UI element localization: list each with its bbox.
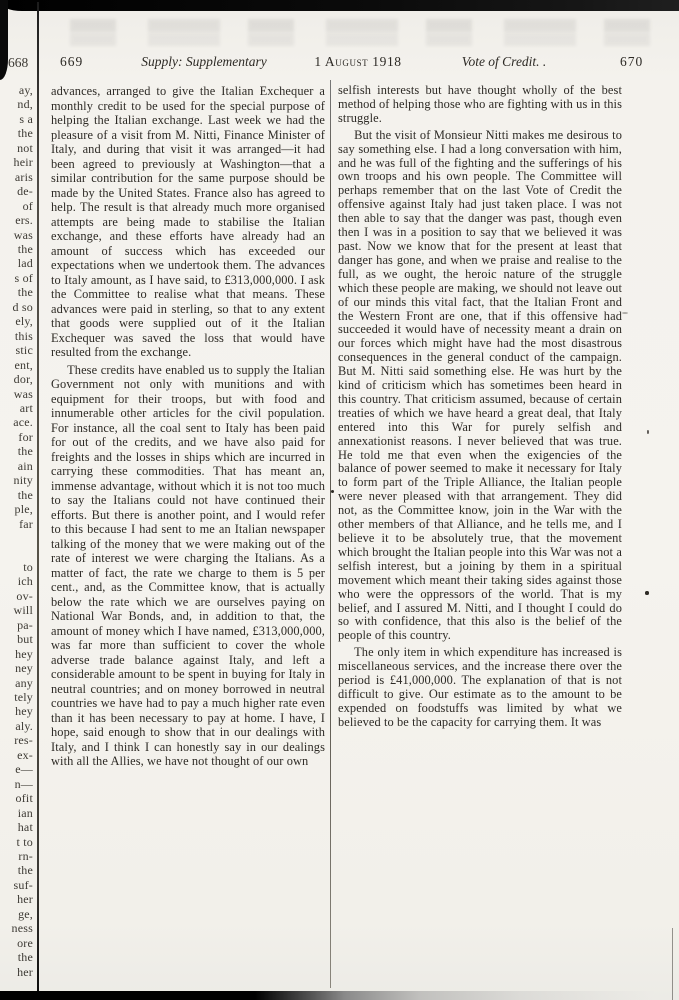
edge-fragment-line: dor, xyxy=(13,372,33,387)
edge-fragment-line xyxy=(0,531,33,545)
column-number-left: 669 xyxy=(60,54,84,69)
edge-fragment-line: far xyxy=(19,516,33,531)
edge-fragment-line: stic xyxy=(15,343,33,358)
running-title-right: Vote of Credit. . xyxy=(461,54,547,69)
edge-fragment-line: suf- xyxy=(13,877,33,892)
edge-fragment-line: the xyxy=(17,863,33,878)
edge-fragment-line: lad xyxy=(17,256,33,271)
edge-fragment-line: ent, xyxy=(14,357,33,372)
edge-fragment-line: n— xyxy=(14,776,33,791)
edge-fragment-line: e— xyxy=(15,762,33,777)
edge-fragment-line: ex- xyxy=(17,747,33,762)
edge-fragment-line: art xyxy=(19,400,33,415)
edge-fragment-line: of xyxy=(22,198,33,213)
edge-fragment-line: nd, xyxy=(17,97,33,112)
debate-date: 1 August 1918 xyxy=(314,54,402,69)
edge-fragment-line: the xyxy=(17,126,33,141)
edge-fragment-line: pa- xyxy=(17,617,33,632)
scan-top-edge xyxy=(0,0,679,11)
text-column-right xyxy=(338,84,622,966)
edge-fragment-line: ich xyxy=(17,574,33,589)
edge-fragment-line: aris xyxy=(14,169,33,184)
edge-fragment-line: to xyxy=(23,559,33,574)
edge-fragment-line: rn- xyxy=(18,849,33,864)
edge-fragment-line: the xyxy=(17,950,33,965)
edge-fragment-line: hey xyxy=(15,646,33,661)
running-title-left: Supply: Supplementary xyxy=(141,54,267,69)
edge-fragment-line: was xyxy=(13,386,33,401)
edge-fragment-line: the xyxy=(17,444,33,459)
ink-speck xyxy=(645,591,649,595)
ink-speck xyxy=(331,490,334,493)
edge-fragment-line: s of xyxy=(14,270,33,285)
edge-fragment-line: her xyxy=(17,892,33,907)
edge-fragment-line: tely xyxy=(14,690,33,705)
edge-fragment-line: the xyxy=(17,285,33,300)
adjacent-column-number: 668 xyxy=(8,55,29,70)
edge-fragment-line: res- xyxy=(14,733,33,748)
edge-fragment-line: ian xyxy=(17,805,33,820)
paragraph: These credits have enabled us to supply the Italian Government not only with munitions and with equipment for their troops, but with food and innumerable other articles for the civil population. For instance, all the coal sent to Italy has been paid for out of the credits, and we have also paid for freights and the losses in ships which are incurred in carrying these commodities. That has meant an, immense advantage, without which it is not too much to say the Italians could not have continued their efforts. But there is another point, and I would refer to this because I had sent to me an Italian newspaper talking of the money that we were making out of the rate of interest we were charging the Italians. As a matter of fact, the rate we charge to them is 5 per cent., and, as the Committee know, that is actually below the rate which we are ourselves paying on National War Bonds, and, in addition to that, the amount of money which I have named, £313,000,000, was far more than sufficient to cover the whole adverse trade balance against Italy, and left a considerable amount to be spent in buying for Italy in neutral countries; and on money borrowed in neutral countries we have had to pay a much higher rate even than it has been necessary to pay at home. I have, I hope, said enough to show that in our dealings with Italy, and I think I can honestly say in our dealings with all the Allies, we have not thought of our own xyxy=(51,362,325,768)
edge-fragment-line: not xyxy=(17,140,33,155)
edge-fragment-line: ov- xyxy=(16,588,33,603)
edge-fragment-line: heir xyxy=(13,155,33,170)
edge-fragment-line: ain xyxy=(17,458,33,473)
edge-fragment-line: the xyxy=(17,241,33,256)
scan-bottom-edge xyxy=(0,991,679,1000)
edge-fragment-line: but xyxy=(17,632,33,647)
paragraph: But the visit of Monsieur Nitti makes me desirous to say something else. I had a long conversation with him, and he was full of the fighting and the sufferings of his own troops and his own people. The Committee will perhaps remember that on the last Vote of Credit the offensive against Italy had just taken place. I was not then able to say that the danger was past, though even then I was in a position to say that we believed it was past. Now we know that for the present at least that danger has gone, and when we praise and realise to the full, as we ought, the heroic nature of the struggle which these people are making, we should not leave out of our minds this vital fact, that the Italian Front and the Western Front are one, that if this offensive had succeeded it would have of necessity meant a drain on our forces which might have had the most disastrous consequences in the general conduct of the campaign. But M. Nitti said something else. He was hurt by the kind of criticism which has sometimes been heard in this country. That criticism assumed, because of certain treaties of which we have heard a great deal, that Italy entered into this War for purely selfish and annexationist reasons. I never believed that was true. He told me that even when the exigencies of the balance of power seemed to make it necessary for Italy to form part of the Triple Alliance, the Italian people were never pleased with that arrangement. They did not, as the Committee know, join in the War with the other members of that Alliance, and he tells me, and I believe it to be absolutely true, that the movement which brought the Italian people into this War was not a selfish interest, but a joining by them in a spiritual movement which meant their taking sides against those who were the oppressors of the world. That is my belief, and I assured M. Nitti, and I thought I could do so with confidence, that this also is the belief of the people of this country. xyxy=(338,127,622,643)
edge-fragment-line: ness xyxy=(11,921,33,936)
paragraph: The only item in which expenditure has increased is miscellaneous services, and the increase there over the period is £41,000,000. The explanation of that is not difficult to give. Our estimate as to the amount to be expended on foodstuffs was limited by what we believed to be the capacity for carrying them. It was xyxy=(338,645,622,729)
edge-fragment-line: d so xyxy=(12,299,33,314)
edge-fragment-line: ney xyxy=(15,661,33,676)
scan-corner-edge xyxy=(0,0,8,80)
adjacent-page-edge-fragments xyxy=(0,83,33,979)
edge-fragment-line: ofit xyxy=(15,791,33,806)
page-header xyxy=(46,54,662,74)
edge-fragment-line: her xyxy=(17,964,33,979)
edge-fragment-line: will xyxy=(13,603,33,618)
ghost-text-artifact xyxy=(70,19,671,32)
edge-fragment-line: ace. xyxy=(13,415,33,430)
edge-fragment-line: nity xyxy=(13,473,33,488)
scan-right-edge xyxy=(672,928,674,1000)
edge-fragment-line: any xyxy=(15,675,33,690)
ink-speck xyxy=(622,312,628,314)
edge-fragment-line: for xyxy=(18,429,33,444)
column-number-right: 670 xyxy=(620,54,644,69)
edge-fragment-line: s a xyxy=(19,111,33,126)
edge-fragment-line: ore xyxy=(17,935,33,950)
edge-fragment-line: ay, xyxy=(18,83,33,97)
paragraph: selfish interests but have thought wholly of the best method of helping those who are fighting with us in this struggle. xyxy=(338,84,622,125)
edge-fragment-line: de- xyxy=(17,184,33,199)
edge-fragment-line xyxy=(0,546,33,560)
text-column-left xyxy=(51,84,325,966)
edge-fragment-line: ers. xyxy=(15,213,33,228)
edge-fragment-line: the xyxy=(17,487,33,502)
edge-fragment-line: hat xyxy=(17,820,33,835)
edge-fragment-line: ely, xyxy=(15,314,33,329)
edge-fragment-line: t to xyxy=(16,834,33,849)
edge-fragment-line: this xyxy=(14,328,33,343)
edge-fragment-line: was xyxy=(13,227,33,242)
page-fold-line xyxy=(37,2,39,994)
edge-fragment-line: hey xyxy=(15,704,33,719)
ghost-text-artifact xyxy=(70,33,671,46)
ink-speck xyxy=(647,430,649,434)
column-divider-rule xyxy=(330,80,331,988)
edge-fragment-line: aly. xyxy=(15,718,33,733)
paragraph: advances, arranged to give the Italian Exchequer a monthly credit to be used for the special purpose of helping the Italian exchange. Last week we had the pleasure of a visit from M. Nitti, Finance Minister of Italy, and during that visit it was arranged—it had been agreed to previously at Washington—that a similar contribution for the same purpose should be made by the United States. France also has agreed to help. The result is that already much more organised attempts are being made to stabilise the Italian exchange, and these efforts have already had an amount of success which has exceeded our expectations when we undertook them. The advances to Italy amount, as I have said, to £313,000,000. I ask the Committee to realise what that means. These advances were paid in sterling, so that to any extent that goods were supplied out of it the Italian Exchequer was saved the loss that would have resulted from the exchange. xyxy=(51,84,325,359)
edge-fragment-line: ple, xyxy=(14,502,33,517)
edge-fragment-line: ge, xyxy=(18,906,33,921)
